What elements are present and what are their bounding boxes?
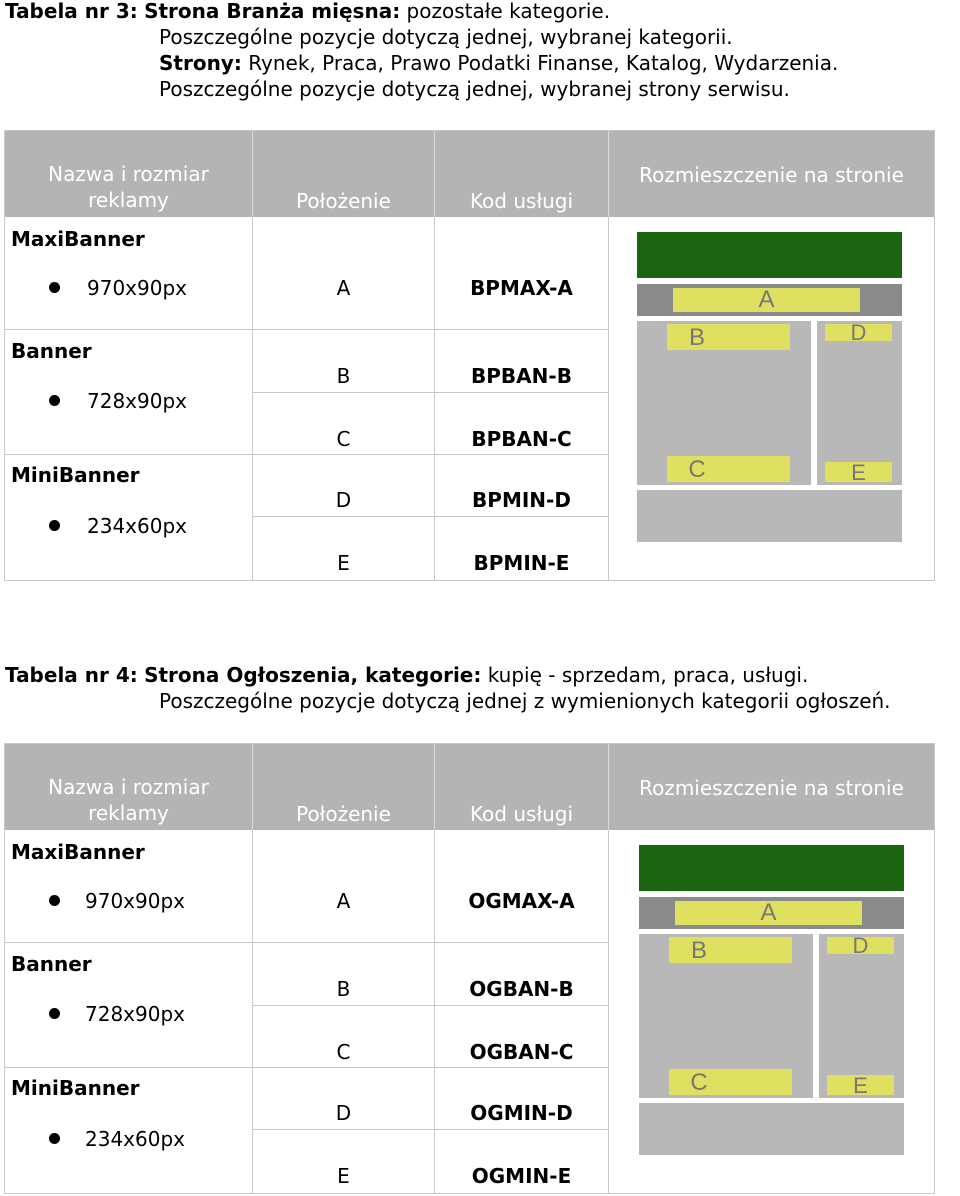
slot-label: E: [853, 1073, 868, 1098]
caption-strong: Strona Ogłoszenia, kategorie:: [144, 663, 482, 687]
header-code: Kod usługi: [435, 744, 609, 830]
group-size: 728x90px: [87, 389, 187, 413]
header-name-size: Nazwa i rozmiar reklamy: [5, 744, 253, 830]
code-cell: BPMAX-A: [470, 276, 573, 300]
caption-line-text: Rynek, Praca, Prawo Podatki Finanse, Katalog, Wydarzenia.: [241, 51, 839, 75]
group-size: 728x90px: [85, 1002, 185, 1026]
position-cell: D: [335, 1101, 352, 1125]
code-cell: BPBAN-C: [471, 427, 572, 451]
header-placement: Rozmieszczenie na stronie: [609, 744, 934, 830]
page-layout-diagram: [637, 845, 905, 1155]
caption-line-strong: Strony:: [159, 51, 242, 75]
caption-rest: pozostałe kategorie.: [400, 0, 611, 23]
position-cell: C: [336, 427, 351, 451]
position-cell: B: [336, 977, 351, 1001]
code-cell: OGMAX-A: [468, 889, 575, 913]
header-name-size: Nazwa i rozmiar reklamy: [5, 131, 253, 217]
group-size: 970x90px: [85, 889, 185, 913]
slot-label: C: [690, 1069, 708, 1096]
bullet-icon: [49, 1133, 60, 1144]
table3: [4, 130, 935, 581]
code-cell: BPMIN-D: [472, 488, 571, 512]
table3-caption: [5, 0, 838, 102]
slot-label: B: [688, 324, 705, 351]
group-size: 234x60px: [85, 1127, 185, 1151]
table4-caption: [5, 662, 891, 714]
group-name: MaxiBanner: [11, 840, 145, 864]
page-layout-diagram: [635, 232, 903, 542]
position-cell: A: [336, 889, 351, 913]
group-name: MiniBanner: [11, 1076, 140, 1100]
slot-label: C: [688, 456, 706, 483]
position-cell: C: [336, 1040, 351, 1064]
position-cell: E: [337, 1164, 350, 1188]
group-name: MiniBanner: [11, 463, 140, 487]
group-name: Banner: [11, 339, 92, 363]
group-size: 234x60px: [87, 514, 187, 538]
slot-label: D: [850, 320, 867, 345]
bullet-icon: [49, 395, 60, 406]
position-cell: B: [336, 364, 351, 388]
layout-footer-area: [639, 1103, 904, 1155]
caption-strong: Strona Branża mięsna:: [144, 0, 401, 23]
caption-rest: kupię - sprzedam, praca, usługi.: [481, 663, 809, 687]
caption-line: Poszczególne pozycje dotyczą jednej, wybranej strony serwisu.: [159, 77, 790, 101]
caption-label: Tabela nr 4:: [5, 663, 138, 687]
caption-line: Poszczególne pozycje dotyczą jednej z wymienionych kategorii ogłoszeń.: [159, 689, 891, 713]
layout-footer-area: [637, 490, 902, 542]
slot-label: A: [760, 899, 777, 926]
bullet-icon: [49, 520, 60, 531]
layout-top-bar: [639, 845, 904, 891]
header-position: Położenie: [253, 131, 435, 217]
code-cell: OGMIN-D: [470, 1101, 573, 1125]
position-cell: D: [335, 488, 352, 512]
code-cell: OGMIN-E: [471, 1164, 572, 1188]
slot-label: B: [690, 937, 707, 964]
bullet-icon: [49, 895, 60, 906]
table4: [4, 743, 935, 1194]
code-cell: BPBAN-B: [471, 364, 572, 388]
code-cell: OGBAN-B: [469, 977, 574, 1001]
group-name: MaxiBanner: [11, 227, 145, 251]
caption-line: [5, 50, 838, 76]
code-cell: OGBAN-C: [469, 1040, 574, 1064]
slot-label: A: [758, 286, 775, 313]
header-placement: Rozmieszczenie na stronie: [609, 131, 934, 217]
bullet-icon: [49, 1008, 60, 1019]
bullet-icon: [49, 282, 60, 293]
group-name: Banner: [11, 952, 92, 976]
slot-label: D: [852, 933, 869, 958]
code-cell: BPMIN-E: [473, 551, 570, 575]
caption-line: Poszczególne pozycje dotyczą jednej, wybranej kategorii.: [159, 25, 733, 49]
header-position: Położenie: [253, 744, 435, 830]
layout-top-bar: [637, 232, 902, 278]
slot-label: E: [851, 460, 866, 485]
position-cell: A: [336, 276, 351, 300]
position-cell: E: [337, 551, 350, 575]
caption-label: Tabela nr 3:: [5, 0, 138, 23]
header-code: Kod usługi: [435, 131, 609, 217]
group-size: 970x90px: [87, 276, 187, 300]
